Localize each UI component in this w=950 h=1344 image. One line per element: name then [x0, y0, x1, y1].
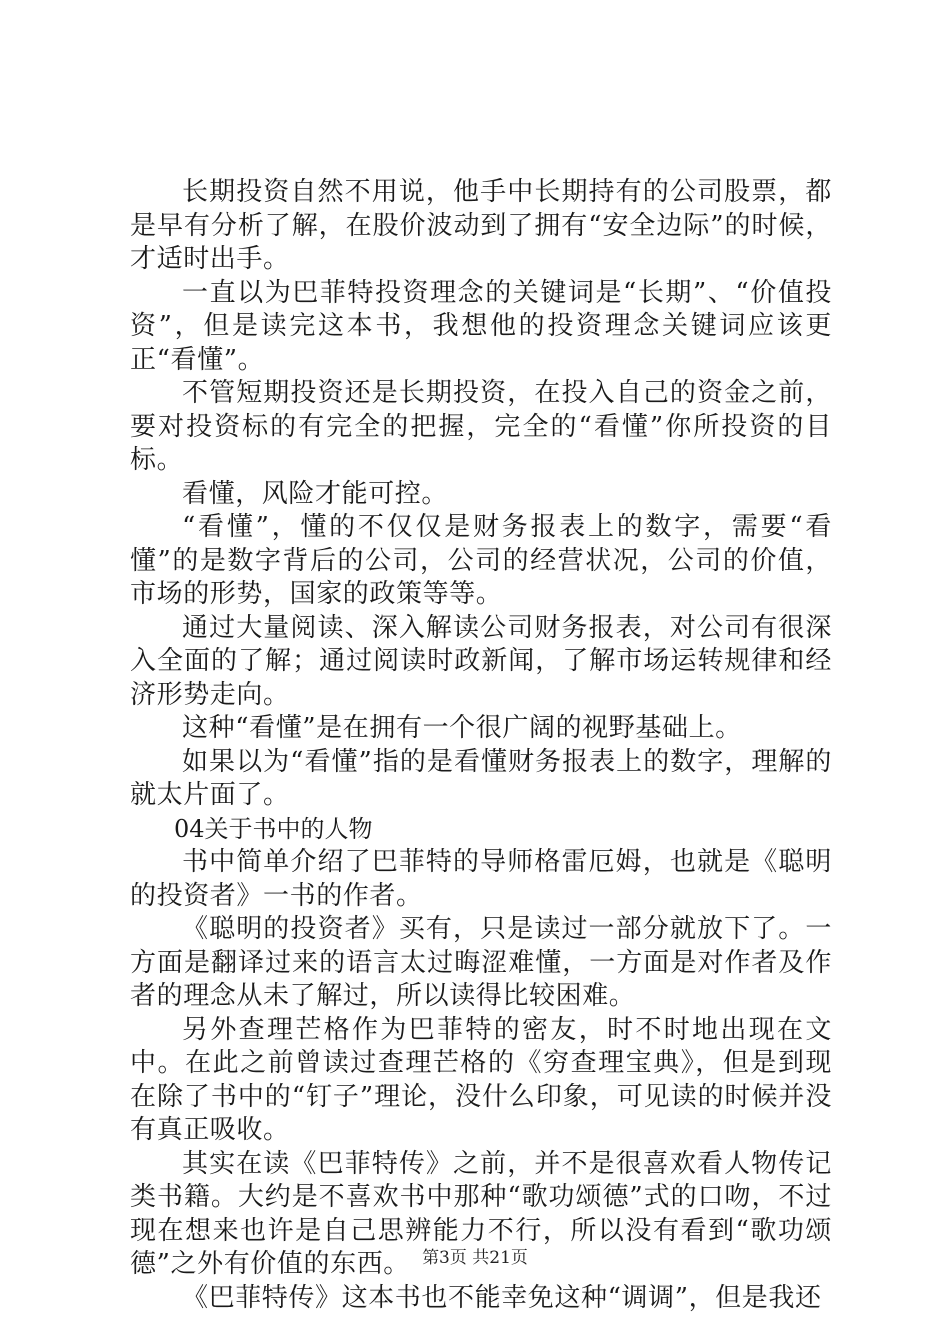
section-heading: 04关于书中的人物 [174, 814, 373, 843]
paragraph: 另外查理芒格作为巴菲特的密友，时不时地出现在文中。在此之前曾读过查理芒格的《穷查理宝典》，但是到现在除了书中的“钉子”理论，没什么印象，可见读的时候并没有真正吸收。 [130, 1014, 832, 1145]
paragraph: 《聪明的投资者》买有，只是读过一部分就放下了。一方面是翻译过来的语言太过晦涩难懂，一方面是对作者及作者的理念从未了解过，所以读得比较困难。 [130, 914, 832, 1011]
paragraph: 通过大量阅读、深入解读公司财务报表，对公司有很深入全面的了解；通过阅读时政新闻，了解市场运转规律和经济形势走向。 [130, 612, 832, 710]
document-body [130, 176, 832, 1315]
paragraph: 不管短期投资还是长期投资，在投入自己的资金之前，要对投资标的有完全的把握，完全的“看懂”你所投资的目标。 [130, 378, 832, 475]
paragraph: 如果以为“看懂”指的是看懂财务报表上的数字，理解的就太片面了。 [130, 746, 832, 810]
paragraph: 书中简单介绍了巴菲特的导师格雷厄姆，也就是《聪明的投资者》一书的作者。 [130, 847, 832, 911]
paragraph: 这种“看懂”是在拥有一个很广阔的视野基础上。 [182, 713, 742, 743]
paragraph: 《巴菲特传》这本书也不能幸免这种“调调”，但是我还 [182, 1282, 822, 1313]
paragraph: “看懂”，懂的不仅仅是财务报表上的数字，需要“看懂”的是数字背后的公司，公司的经营状况，公司的价值，市场的形势，国家的政策等等。 [130, 512, 832, 609]
paragraph: 长期投资自然不用说，他手中长期持有的公司股票，都是早有分析了解，在股价波动到了拥有“安全边际”的时候，才适时出手。 [130, 177, 832, 274]
page-footer: 第3页 共21页 [422, 1248, 528, 1268]
paragraph: 看懂，风险才能可控。 [182, 478, 449, 509]
paragraph: 其实在读《巴菲特传》之前，并不是很喜欢看人物传记类书籍。大约是不喜欢书中那种“歌功颂德”式的口吻，不过现在想来也许是自己思辨能力不行，所以没有看到“歌功颂德”之外有价值的东西。 [130, 1148, 832, 1279]
paragraph: 一直以为巴菲特投资理念的关键词是“长期”、“价值投资”，但是读完这本书，我想他的投资理念关键词应该更正“看懂”。 [130, 277, 832, 375]
